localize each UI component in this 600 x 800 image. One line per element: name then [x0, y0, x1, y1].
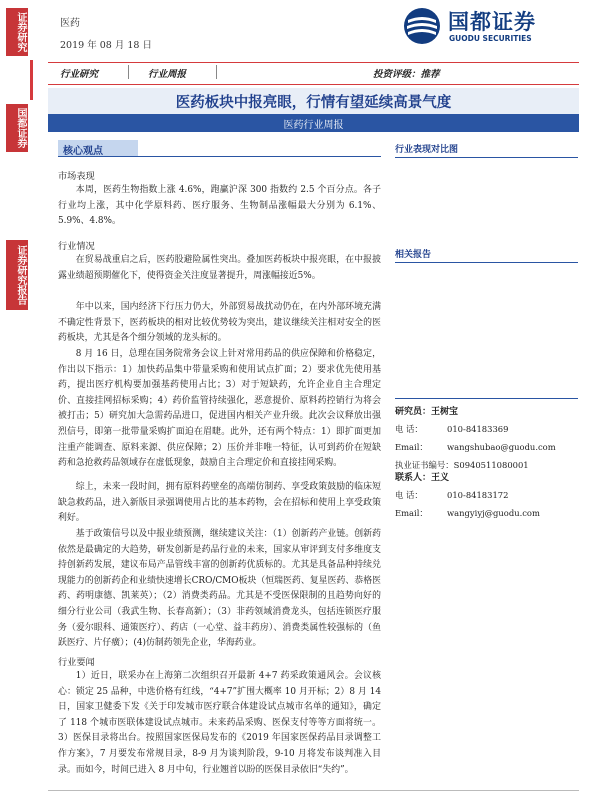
related-heading-line [395, 262, 578, 263]
analyst-email[interactable]: wangshubao@guodu.com [447, 442, 556, 452]
section-news-title: 行业要闻 [58, 657, 95, 668]
contact-phone-row: 电 话： 010-84183172 [395, 490, 509, 500]
logo-mark-icon [402, 6, 442, 46]
analyst-name: 研究员：王树宝 [395, 407, 459, 417]
tag-rating: 投资评级：推荐 [373, 69, 440, 80]
analyst-cert-row: 执业证书编号：S0940511080001 [395, 460, 529, 470]
tag-divider [128, 65, 129, 79]
analyst-phone-row: 电 话： 010-84183369 [395, 424, 509, 434]
tag-divider [216, 65, 217, 79]
chart-heading: 行业表现对比图 [395, 145, 459, 155]
industry-paragraph-4: 综上，未来一段时间，拥有原料药壁垒的高端仿制药、享受政策鼓励的临床短缺急救药品，进入新版目录强调使用占比的基本药物，会在招标和使用上享受政策利好。 [58, 482, 381, 524]
industry-paragraph-1: 在贸易战重启之后，医药股避险属性突出。叠加医药板块中报亮眼，在中报披露业绩超预期催化下，使得资金关注度显著提升，周涨幅接近5%。 [58, 255, 381, 281]
side-accent [30, 60, 33, 100]
news-paragraph: 1）近日，联采办在上海第二次组织召开最新 4+7 药采政策通风会。会议核心：锁定 25 品种，中选价格有红线，“4+7”扩围大概率 10 月开标；2）8 月 14 日，国家卫健委下发《关于印发城市医疗联合体建设试点城市名单的通知》，确定了 118 个城市医联体建设试点城市。未来药品采购、医保支付等等方面将统一。3）医保目录将出台。按照国家医保局发布的《2019 年国家医保药品目录调整工作方案》，7 月要发布常规目录，8-9 月为谈判阶段，9-10 月将发布谈判准入目录。而如今，时间已进入 8 月中旬，行业翘首以盼的医保目录依旧“失约”。 [58, 671, 381, 775]
market-paragraph: 本周，医药生物指数上涨 4.6%，跑赢沪深 300 指数约 2.5 个百分点。各子行业均上涨，其中化学原料药、医疗服务、生物制品涨幅最大分别为 6.1%、5.9%、4.8%。 [58, 185, 381, 227]
side-strip [0, 0, 33, 800]
tag-weekly: 行业周报 [148, 69, 187, 80]
contact-email[interactable]: wangyiyj@guodu.com [447, 508, 540, 518]
footer-line [48, 790, 579, 791]
side-label-report: 证券研究报告 [6, 240, 28, 310]
core-view-title: 核心观点 [63, 146, 103, 157]
section-industry-title: 行业情况 [58, 241, 95, 252]
report-category: 医药 [60, 18, 80, 29]
analyst-block [395, 404, 578, 471]
contact-name: 联系人：王义 [395, 473, 450, 483]
report-date: 2019 年 08 月 18 日 [60, 40, 152, 51]
analyst-cert: S0940511080001 [453, 460, 529, 470]
tag-industry-research: 行业研究 [60, 69, 99, 80]
band-bottom-line [48, 84, 579, 85]
page-subtitle: 医药行业周报 [283, 120, 344, 131]
analyst-phone: 010-84183369 [447, 424, 509, 434]
side-label-brand: 国都证券 [6, 104, 28, 152]
industry-paragraph-2: 年中以来，国内经济下行压力仍大，外部贸易战扰动仍在，在内外部环境充满不确定性背景下，医药板块的相对比较优势较为突出，建议继续关注相对安全的医药板块，尤其是各个细分领域的龙头标的。 [58, 302, 381, 344]
analyst-email-row: Email： wangshubao@guodu.com [395, 442, 556, 452]
core-view-header [58, 140, 381, 157]
report-tags [48, 62, 579, 84]
logo-name-cn: 国都证券 [448, 10, 536, 34]
analyst-top-line [395, 398, 578, 399]
chart-heading-line [395, 157, 578, 158]
contact-block [395, 470, 578, 519]
company-logo [402, 4, 562, 52]
industry-paragraph-5: 基于政策信号以及中报业绩预测，继续建议关注：（1）创新药产业链。创新药依然是最确定的大趋势，研发创新是药品行业的未来，国家从审评到支付多维度支持创新药发展，建议布局产品管线丰富的创新药优质标的。尤其是具备品种持续兑现能力的创新药企和业绩快速增长CRO/CMO板块（恒瑞医药、复星医药、恭格医药、药明康德、凯莱英）；（2）消费类药品。尤其是不受医保限制的且趋势向好的细分行业公司（我武生物、长春高新）；（3）非药领域消费龙头，包括连锁医疗服务（爱尔眼科、通策医疗）、药店（一心堂、益丰药房）、消费类属性较强标的（鱼跃医疗、片仔癀）；(4)仿制药领先企业，华海药业。 [58, 529, 381, 649]
page-title: 医药板块中报亮眼，行情有望延续高景气度 [175, 95, 452, 111]
contact-email-row: Email： wangyiyj@guodu.com [395, 508, 540, 518]
logo-name-en: GUODU SECURITIES [449, 34, 532, 43]
side-label-research: 证券研究 [6, 8, 28, 56]
contact-phone: 010-84183172 [447, 490, 509, 500]
section-market-title: 市场表现 [58, 171, 95, 182]
industry-paragraph-3: 8 月 16 日，总理在国务院常务会议上针对常用药品的供应保障和价格稳定，作出以下指示：1）加快药品集中带量采购和使用试点扩面；2）要求优先使用基药，提出医疗机构要加强基药使用占比；3）对于短缺药，允许企业自主合理定价、直接挂网招标采购；4）药价监管持续强化，恶意提价、原料药控销行为将会被打击；5）研究加大急需药品进口，促进国内相关产业升级。此次会议释放出强烈信号，即第一批带量采购扩面迫在眉睫。此外，还有两个特点：1）即扩面更加注重产能调查、原料来源、供应保障；2）压价并非唯一特征，认可到药价在短缺药和急抢救药品领域存在虚低现象，鼓励自主合理定价和直接挂网采购。 [58, 349, 381, 469]
related-reports-heading: 相关报告 [395, 250, 432, 260]
